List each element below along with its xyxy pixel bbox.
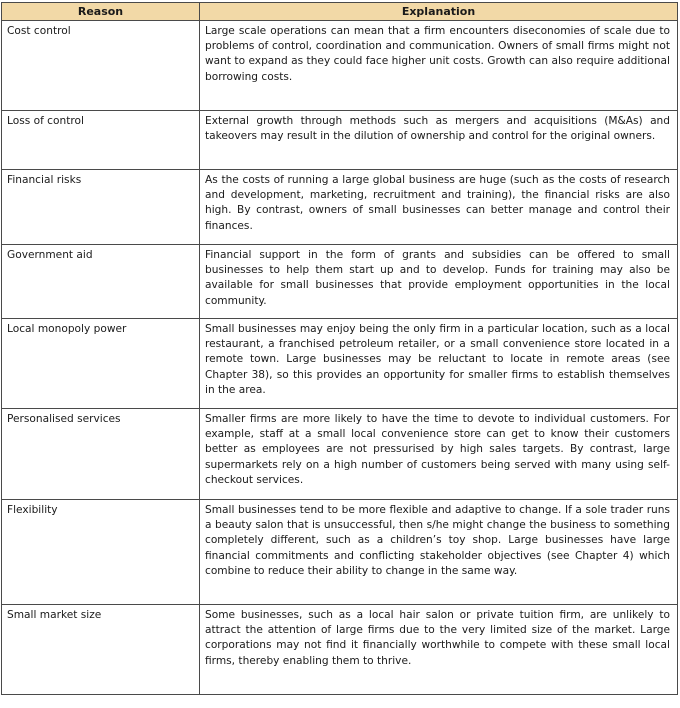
reason-cell: Cost control	[2, 21, 200, 111]
table-row	[2, 409, 678, 500]
reason-cell: Flexibility	[2, 500, 200, 605]
reason-cell: Government aid	[2, 245, 200, 319]
reason-cell: Personalised services	[2, 409, 200, 500]
table-row	[2, 605, 678, 695]
explanation-cell: Some businesses, such as a local hair salon or private tuition firm, are unlikely to attract the attention of large firms due to the very limited size of the market. Large corporations may not find it financially worthwhile to compete with these small local firms, thereby enabling them to thrive.	[200, 605, 678, 695]
reason-cell: Local monopoly power	[2, 319, 200, 409]
header-row	[2, 3, 678, 21]
header-reason: Reason	[2, 3, 200, 21]
reason-cell: Financial risks	[2, 170, 200, 245]
explanation-cell: External growth through methods such as mergers and acquisitions (M&As) and takeovers may result in the dilution of ownership and control for the original owners.	[200, 111, 678, 170]
reason-cell: Small market size	[2, 605, 200, 695]
explanation-cell: Financial support in the form of grants and subsidies can be offered to small businesses to help them start up and to develop. Funds for training may also be available for small businesses that provide employment opportunities in the local community.	[200, 245, 678, 319]
table-row	[2, 319, 678, 409]
header-explanation: Explanation	[200, 3, 678, 21]
table-row	[2, 245, 678, 319]
table-row	[2, 21, 678, 111]
table-row	[2, 170, 678, 245]
explanation-cell: Small businesses may enjoy being the only firm in a particular location, such as a local restaurant, a franchised petroleum retailer, or a small convenience store located in a remote town. Large businesses may be reluctant to locate in remote areas (see Chapter 38), so this provides an opportunity for smaller firms to establish themselves in the area.	[200, 319, 678, 409]
explanation-cell: Smaller firms are more likely to have the time to devote to individual customers. For example, staff at a small local convenience store can get to know their customers better as employees are not pressurised by high sales targets. By contrast, large supermarkets rely on a high number of customers being served with many using self-checkout services.	[200, 409, 678, 500]
table-row	[2, 500, 678, 605]
reasons-table	[1, 2, 678, 695]
explanation-cell: Small businesses tend to be more flexible and adaptive to change. If a sole trader runs a beauty salon that is unsuccessful, then s/he might change the business to something completely different, such as a children’s toy shop. Large businesses have large financial commitments and conflicting stakeholder objectives (see Chapter 4) which combine to reduce their ability to change in the same way.	[200, 500, 678, 605]
explanation-cell: Large scale operations can mean that a firm encounters diseconomies of scale due to problems of control, coordination and communication. Owners of small firms might not want to expand as they could face higher unit costs. Growth can also require additional borrowing costs.	[200, 21, 678, 111]
table-row	[2, 111, 678, 170]
reason-cell: Loss of control	[2, 111, 200, 170]
explanation-cell: As the costs of running a large global business are huge (such as the costs of research and development, marketing, recruitment and training), the financial risks are also high. By contrast, owners of small businesses can better manage and control their finances.	[200, 170, 678, 245]
